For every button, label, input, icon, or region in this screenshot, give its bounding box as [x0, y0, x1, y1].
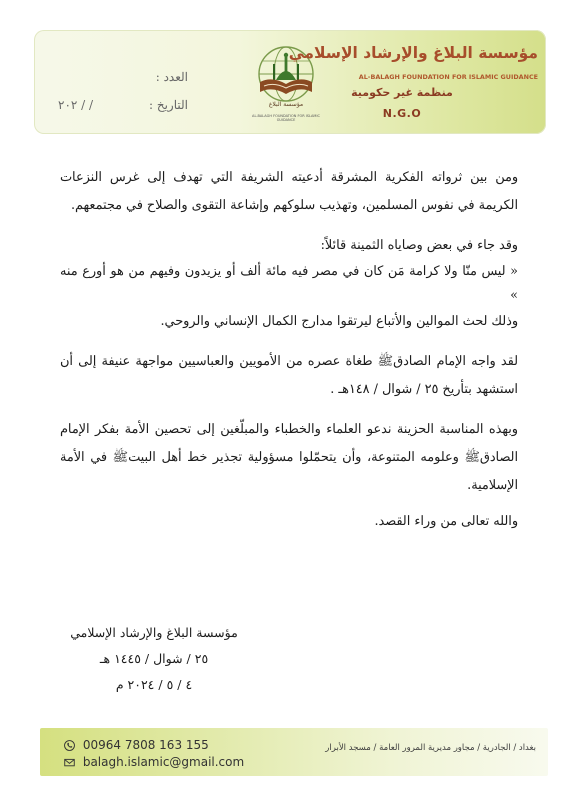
quote-text: « ليس منّا ولا كرامة مَن كان في مصر فيه مائة ألف أو يزيدون وفيهم من هو أورع منه »: [60, 264, 518, 303]
letter-footer: [40, 728, 548, 776]
svg-text:مؤسسة البلاغ: مؤسسة البلاغ: [268, 101, 304, 108]
signature-hijri-date: ٢٥ / شوال / ١٤٤٥ هـ: [99, 651, 209, 666]
phone-icon: [64, 740, 75, 751]
ref-date-value: / / ٢٠٢: [58, 98, 94, 112]
org-name-arabic: مؤسسة البلاغ والإرشاد الإسلامي: [288, 44, 538, 62]
footer-address: بغداد / الجادرية / مجاور مديرية المرور العامة / مسجد الأبرار: [325, 743, 536, 753]
envelope-icon: [64, 757, 75, 768]
paragraph-martyrdom: لقد واجه الإمام الصادقﷺ طغاة عصره من الأمويين والعباسيين مواجهة عنيفة إلى أن استشهد بتأريخ ٢٥ / شوال / ١٤٨هـ .: [60, 354, 518, 397]
ref-number-label: العدد :: [155, 70, 188, 84]
org-ngo-label: N.G.O: [382, 107, 422, 120]
footer-email: [64, 755, 244, 769]
signature-gregorian-date: ٤ / ٥ / ٢٠٢٤ م: [115, 677, 193, 692]
reference-block: [58, 70, 188, 120]
phone-number: 00964 7808 163 155: [82, 738, 209, 752]
letter-body: [60, 164, 518, 536]
org-name-english: AL-BALAGH FOUNDATION FOR ISLAMIC GUIDANCE: [358, 73, 538, 81]
footer-phone: [64, 738, 209, 752]
ref-date-label: التاريخ :: [148, 98, 188, 112]
closing-line: والله تعالى من وراء القصد.: [374, 514, 518, 529]
logo-caption: AL-BALAGH FOUNDATION FOR ISLAMIC GUIDANCE: [252, 114, 320, 122]
signature-org: مؤسسة البلاغ والإرشاد الإسلامي: [70, 625, 238, 640]
paragraph-quote-outro: وذلك لحث الموالين والأتباع ليرتقوا مدارج الكمال الإنساني والروحي.: [160, 314, 518, 329]
paragraph-quote-intro: وقد جاء في بعض وصاياه الثمينة قائلاً:: [320, 238, 518, 253]
signature-block: [60, 620, 248, 698]
org-status: منظمة غير حكومية: [351, 86, 453, 99]
email-address: balagh.islamic@gmail.com: [82, 755, 245, 769]
paragraph-call: وبهذه المناسبة الحزينة ندعو العلماء والخطباء والمبلّغين إلى تحصين الأمة بفكر الإمام الصادقﷺ وعلومه المتنوعة، وأن يتحمّلوا مسؤولية تجذير خط أهل البيتﷺ في الأمة الإسلامية.: [60, 422, 518, 493]
paragraph-intro: ومن بين ثرواته الفكرية المشرقة أدعيته الشريفة التي تهدف إلى غرس النزعات الكريمة في نفوس المسلمين، وتهذيب سلوكهم وإشاعة التقوى والصلاح في مجتمعهم.: [60, 170, 518, 213]
